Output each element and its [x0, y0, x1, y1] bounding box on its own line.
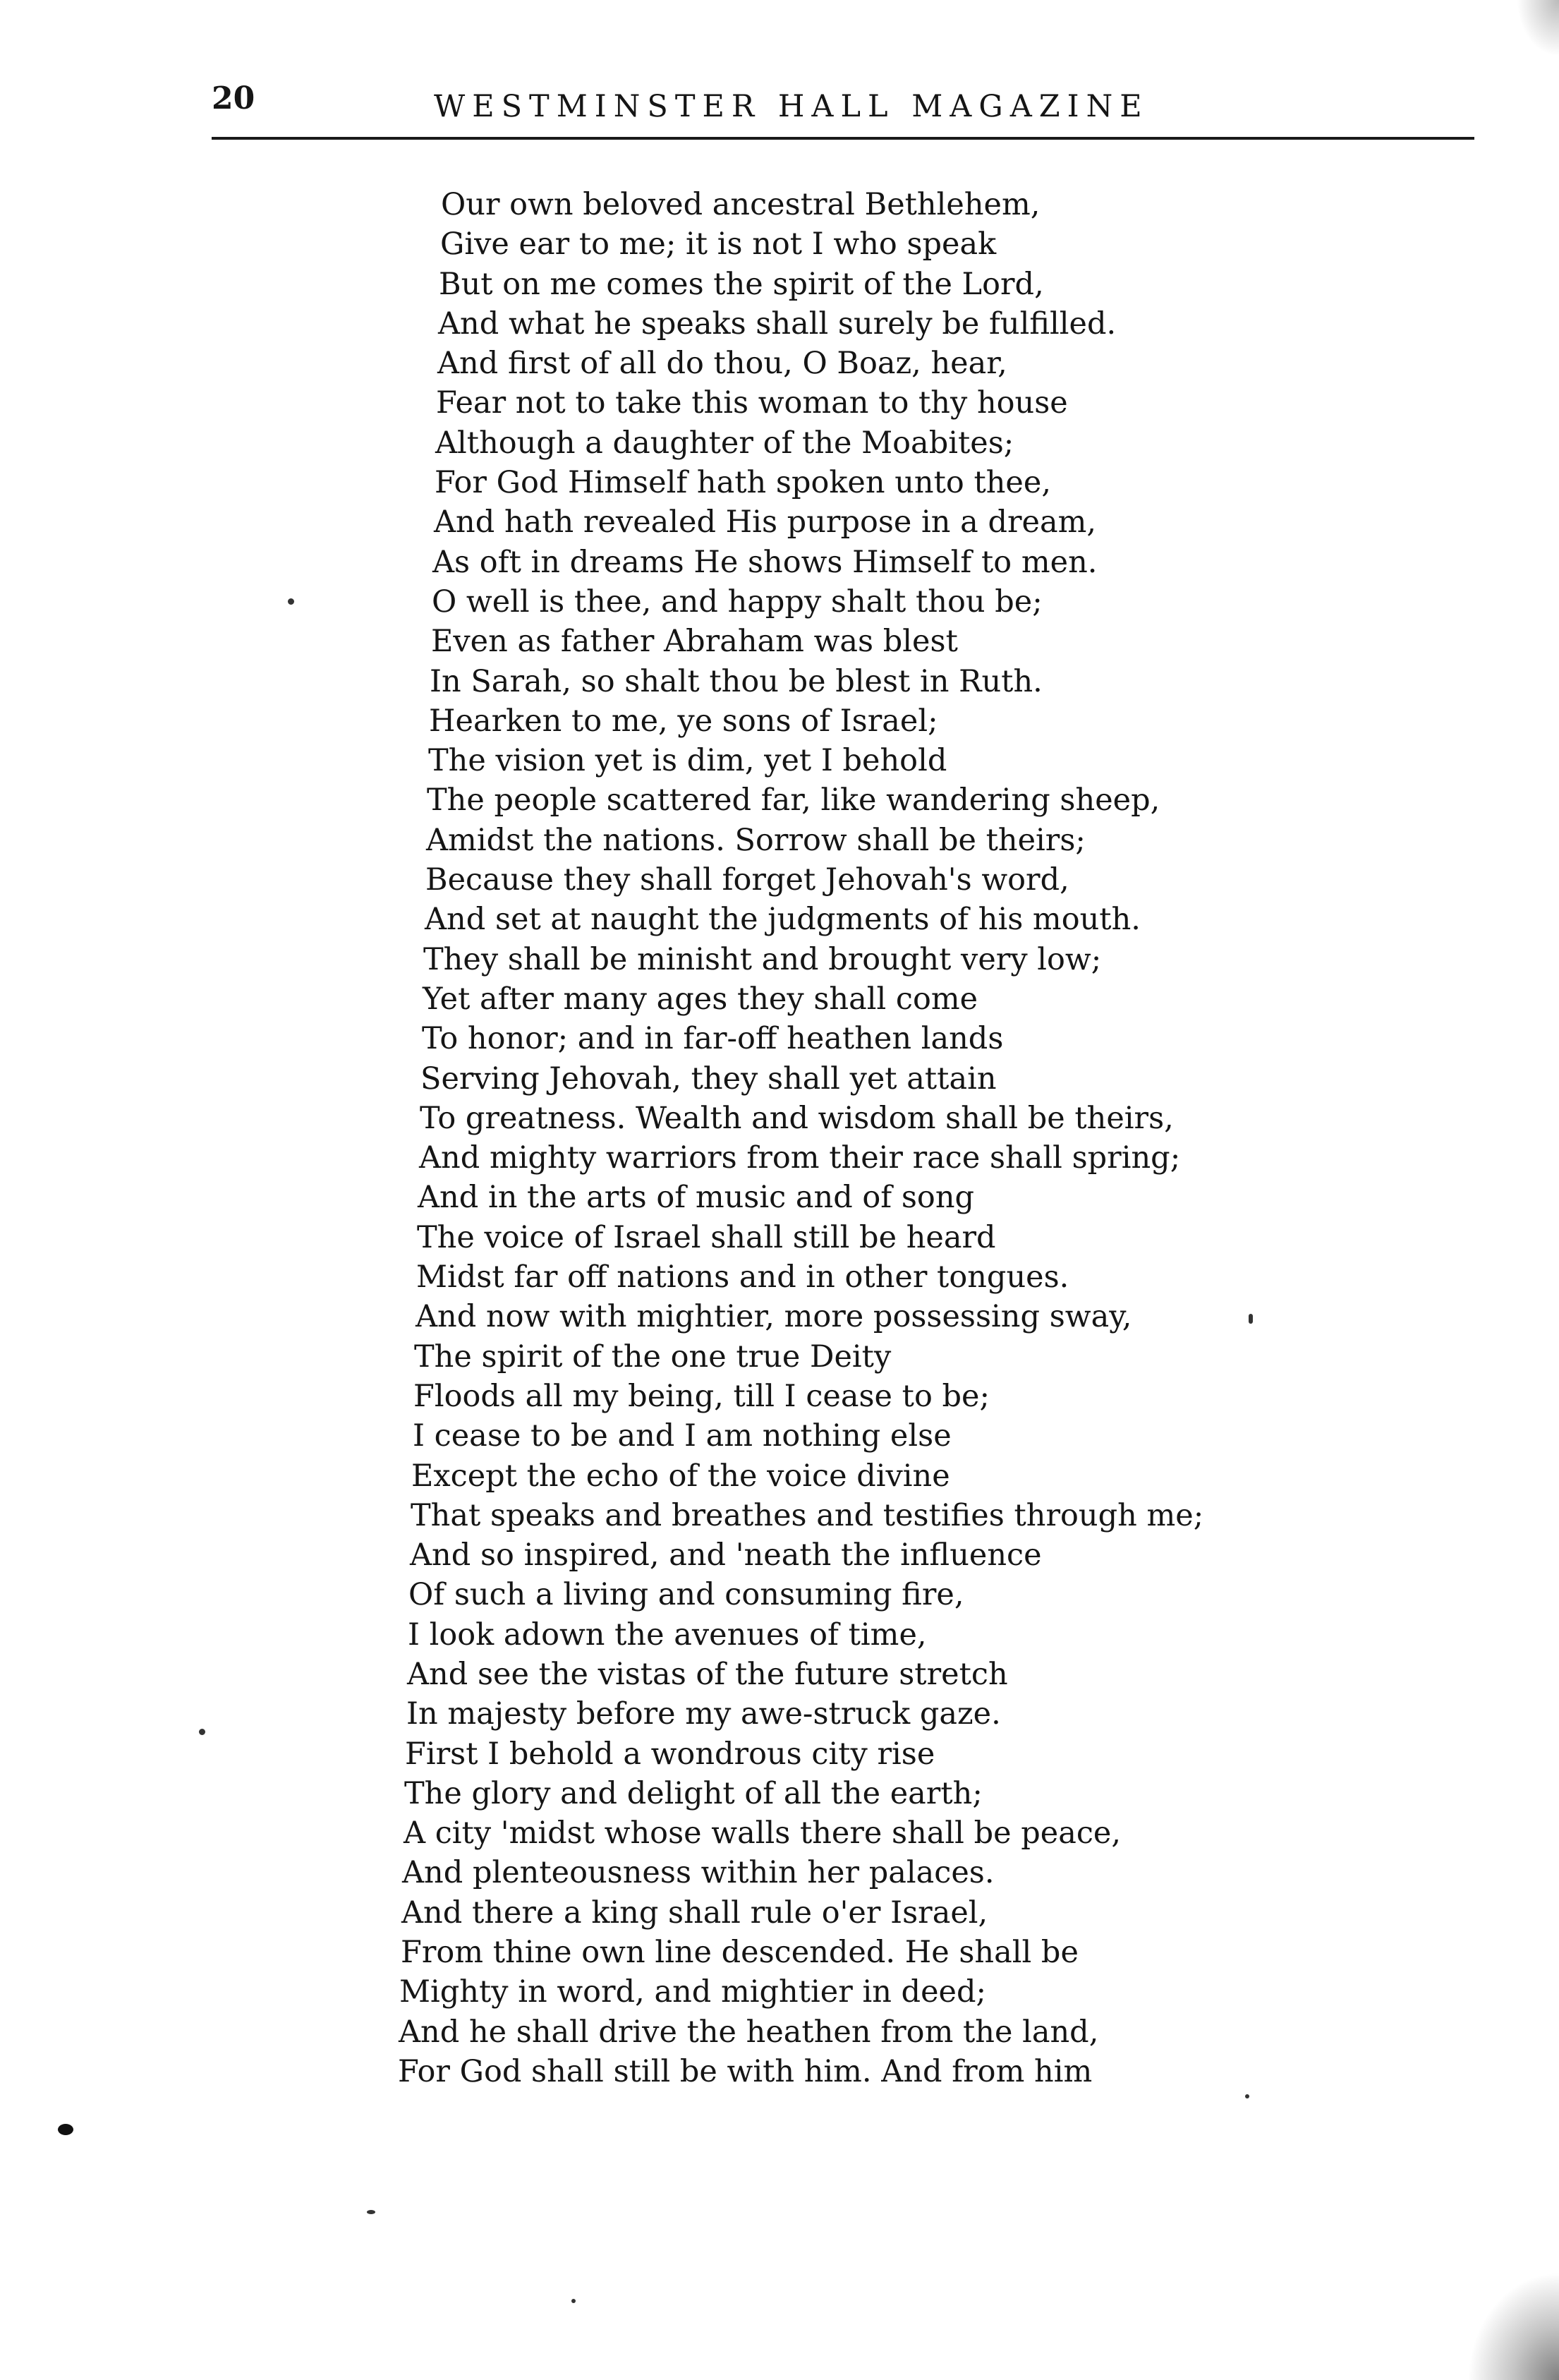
- poem-body: [398, 185, 1358, 2091]
- poem-line: And what he speaks shall surely be fulfilled.: [438, 306, 1117, 342]
- poem-line: And he shall drive the heathen from the land,: [399, 2014, 1099, 2050]
- header-rule: [212, 137, 1474, 140]
- poem-line: Floods all my being, till I cease to be;: [413, 1378, 990, 1414]
- poem-line: And now with mightier, more possessing sway,: [415, 1299, 1132, 1335]
- poem-line: From thine own line descended. He shall be: [401, 1935, 1079, 1971]
- poem-line: Even as father Abraham was blest: [431, 624, 958, 660]
- poem-line: Give ear to me; it is not I who speak: [440, 226, 997, 262]
- poem-line: And there a king shall rule o'er Israel,: [401, 1895, 988, 1931]
- poem-line: In Sarah, so shalt thou be blest in Ruth.: [430, 663, 1043, 699]
- poem-line: That speaks and breathes and testifies through me;: [411, 1497, 1204, 1533]
- poem-line: And plenteousness within her palaces.: [402, 1855, 995, 1891]
- poem-line: And hath revealed His purpose in a dream,: [434, 505, 1097, 540]
- poem-line: But on me comes the spirit of the Lord,: [439, 266, 1044, 302]
- poem-line: Amidst the nations. Sorrow shall be theirs;: [426, 822, 1086, 858]
- poem-line: O well is thee, and happy shalt thou be;: [432, 584, 1043, 620]
- poem-line: Yet after many ages they shall come: [423, 981, 978, 1017]
- poem-line: In majesty before my awe-struck gaze.: [406, 1696, 1001, 1732]
- poem-line: And so inspired, and 'neath the influence: [410, 1538, 1042, 1573]
- poem-line: The glory and delight of all the earth;: [404, 1775, 983, 1811]
- stray-mark: [367, 2210, 375, 2214]
- poem-line: And set at naught the judgments of his mouth.: [425, 902, 1141, 938]
- stray-mark: [1245, 2094, 1249, 2098]
- poem-line: And mighty warriors from their race shall spring;: [419, 1140, 1181, 1176]
- poem-line: The voice of Israel shall still be heard: [417, 1219, 996, 1255]
- poem-line: And first of all do thou, O Boaz, hear,: [437, 346, 1007, 382]
- poem-line: They shall be minisht and brought very low;: [423, 941, 1102, 977]
- poem-line: First I behold a wondrous city rise: [405, 1736, 935, 1772]
- poem-line: Midst far off nations and in other tongues.: [416, 1260, 1069, 1295]
- poem-line: Although a daughter of the Moabites;: [435, 425, 1014, 461]
- stray-mark: [199, 1729, 205, 1735]
- poem-line: The vision yet is dim, yet I behold: [428, 743, 947, 779]
- poem-line: Except the echo of the voice divine: [411, 1458, 950, 1494]
- poem-line: Serving Jehovah, they shall yet attain: [420, 1061, 997, 1097]
- page-edge-shadow: [1517, 0, 1559, 56]
- poem-line: To greatness. Wealth and wisdom shall be theirs,: [420, 1100, 1174, 1136]
- poem-line: And see the vistas of the future stretch: [407, 1656, 1008, 1692]
- page-number: 20: [212, 80, 255, 116]
- poem-line: Hearken to me, ye sons of Israel;: [429, 703, 938, 739]
- stray-mark: [1249, 1314, 1253, 1324]
- poem-line: For God Himself hath spoken unto thee,: [435, 465, 1051, 501]
- running-title: WESTMINSTER HALL MAGAZINE: [434, 89, 1149, 124]
- poem-line: I look adown the avenues of time,: [408, 1617, 927, 1653]
- poem-line: Our own beloved ancestral Bethlehem,: [441, 187, 1041, 222]
- poem-line: To honor; and in far-off heathen lands: [422, 1021, 1004, 1057]
- poem-line: Because they shall forget Jehovah's word,: [425, 862, 1069, 898]
- ink-blot: [58, 2124, 73, 2135]
- poem-line: I cease to be and I am nothing else: [413, 1418, 952, 1454]
- poem-line: The people scattered far, like wandering sheep,: [427, 783, 1160, 818]
- poem-line: A city 'midst whose walls there shall be peace,: [404, 1816, 1122, 1852]
- poem-line: For God shall still be with him. And from him: [398, 2053, 1093, 2089]
- page-edge-smudge: [1467, 2272, 1559, 2380]
- poem-line: Fear not to take this woman to thy house: [436, 385, 1068, 421]
- stray-mark: [288, 598, 294, 605]
- poem-line: Mighty in word, and mightier in deed;: [399, 1974, 986, 2010]
- poem-line: As oft in dreams He shows Himself to men.: [432, 544, 1098, 580]
- poem-line: Of such a living and consuming fire,: [408, 1577, 964, 1613]
- poem-line: The spirit of the one true Deity: [414, 1339, 892, 1375]
- stray-mark: [571, 2299, 576, 2303]
- poem-line: And in the arts of music and of song: [418, 1180, 975, 1216]
